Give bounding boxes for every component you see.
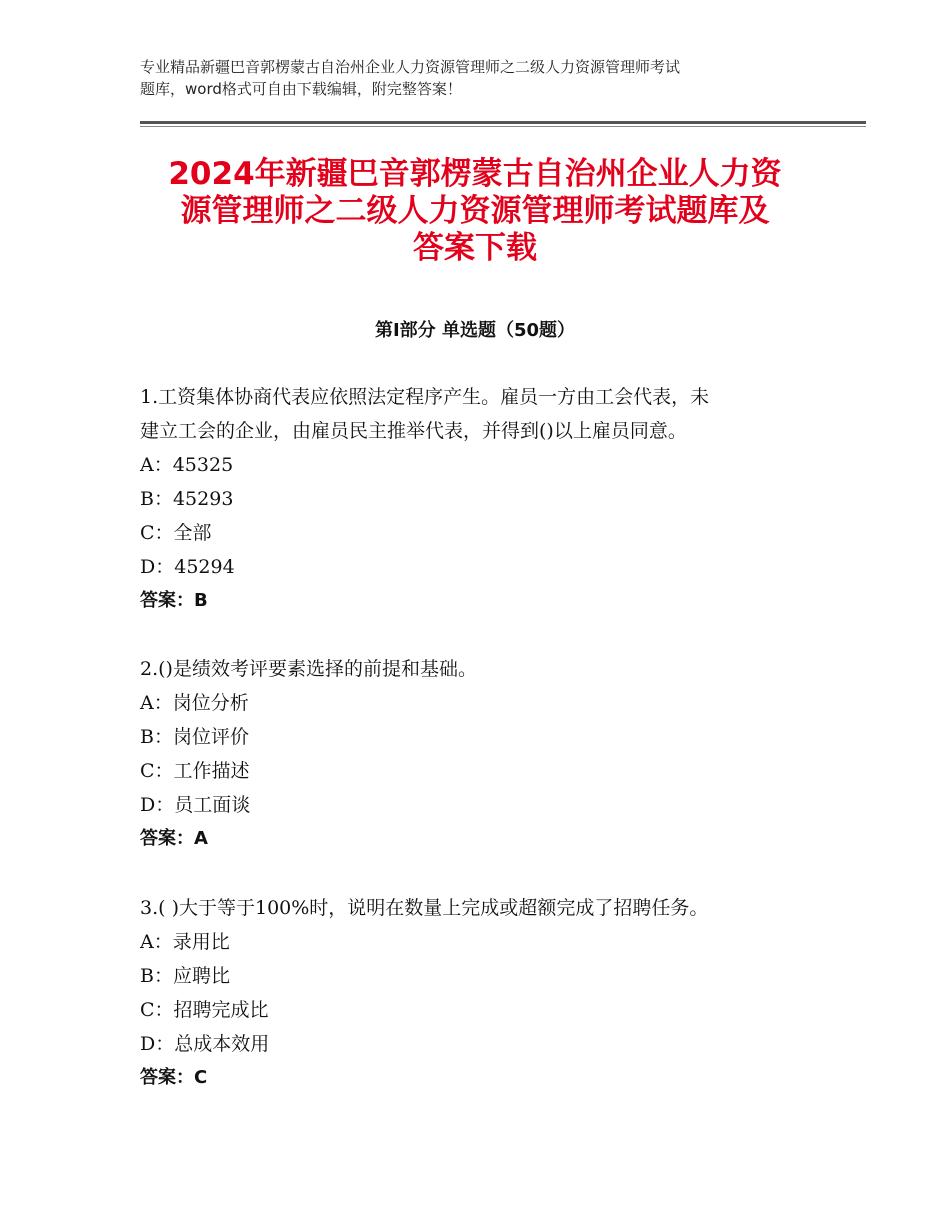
question-1 — [140, 380, 810, 618]
option-d: D：总成本效用 — [140, 1033, 270, 1055]
document-title — [140, 156, 810, 267]
question-stem-line-1: 3.( )大于等于100%时，说明在数量上完成或超额完成了招聘任务。 — [140, 897, 709, 919]
option-c: C：招聘完成比 — [140, 999, 269, 1021]
header-line-2: 题库，word格式可自由下载编辑，附完整答案！ — [140, 80, 462, 98]
option-a: A：录用比 — [140, 931, 230, 953]
answer: 答案：A — [140, 828, 208, 849]
question-stem-line-1: 1.工资集体协商代表应依照法定程序产生。雇员一方由工会代表，未 — [140, 386, 710, 408]
option-d: D：员工面谈 — [140, 794, 251, 816]
section-title: 第Ⅰ部分 单选题（50题） — [374, 320, 575, 341]
header-divider-thin — [140, 126, 866, 127]
option-b: B：应聘比 — [140, 965, 230, 987]
option-b: B：岗位评价 — [140, 726, 249, 748]
option-b: B：45293 — [140, 488, 234, 510]
option-a: A：岗位分析 — [140, 692, 249, 714]
option-c: C：全部 — [140, 522, 212, 544]
option-d: D：45294 — [140, 556, 235, 578]
question-2 — [140, 652, 810, 856]
question-3 — [140, 891, 810, 1095]
document-header — [140, 56, 820, 100]
answer: 答案：B — [140, 590, 208, 611]
title-line-1: 2024年新疆巴音郭楞蒙古自治州企业人力资 — [168, 156, 782, 192]
header-line-1: 专业精品新疆巴音郭楞蒙古自治州企业人力资源管理师之二级人力资源管理师考试 — [140, 58, 681, 76]
option-a: A：45325 — [140, 454, 234, 476]
answer: 答案：C — [140, 1067, 208, 1088]
question-stem-line-1: 2.()是绩效考评要素选择的前提和基础。 — [140, 658, 477, 680]
question-stem-line-2: 建立工会的企业，由雇员民主推举代表，并得到()以上雇员同意。 — [140, 420, 687, 442]
title-line-2: 源管理师之二级人力资源管理师考试题库及 — [180, 193, 770, 229]
option-c: C：工作描述 — [140, 760, 250, 782]
header-divider-thick — [140, 121, 866, 124]
title-line-3: 答案下载 — [413, 230, 537, 266]
